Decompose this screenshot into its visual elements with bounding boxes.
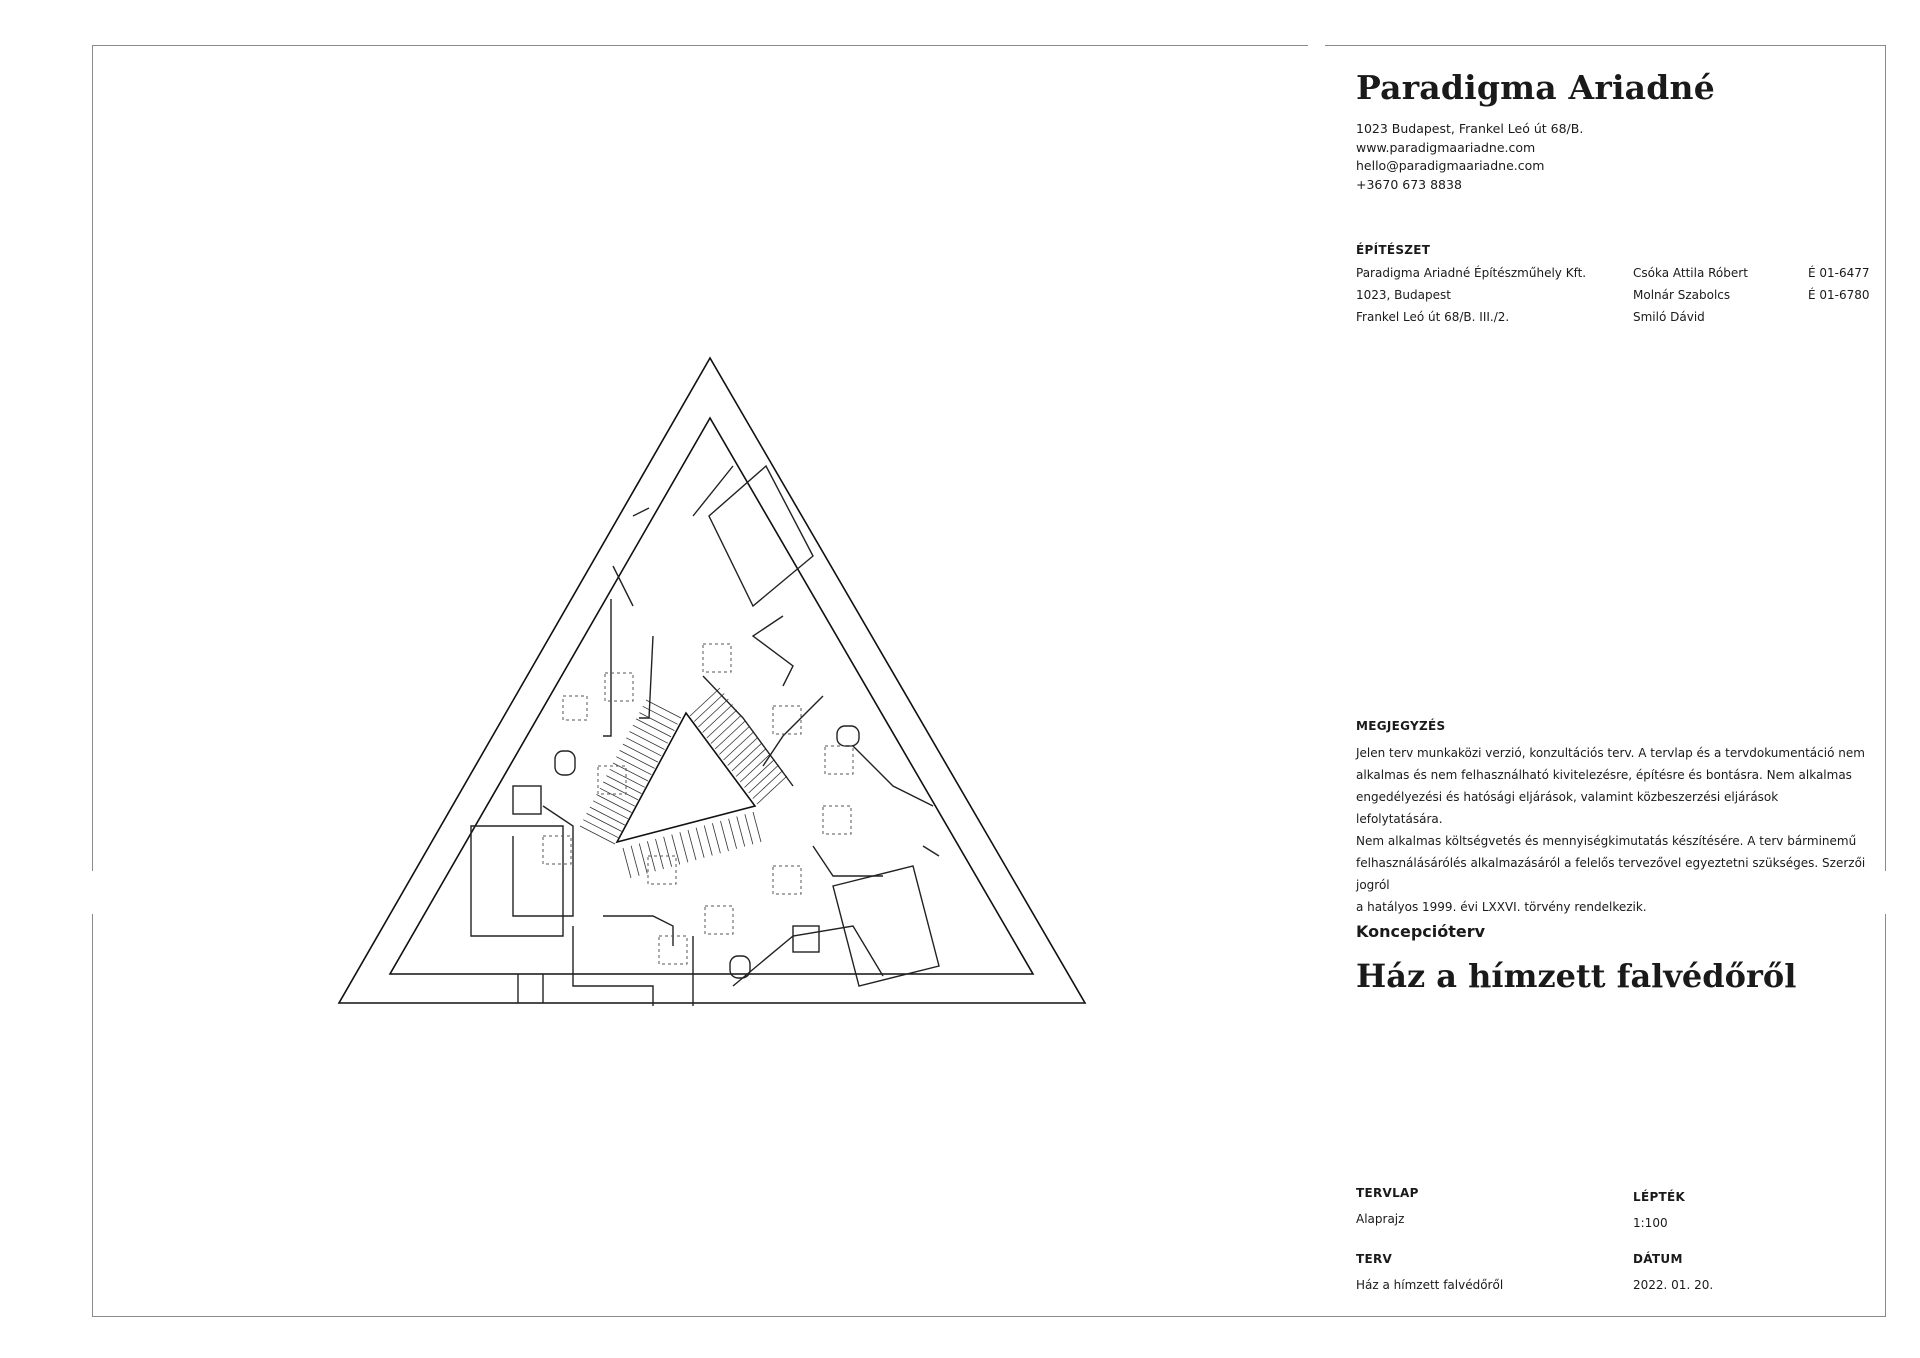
firm-email: hello@paradigmaariadne.com: [1356, 158, 1545, 173]
partition-wall: [573, 926, 653, 1006]
architecture-heading: ÉPÍTÉSZET: [1356, 243, 1431, 257]
note-line: a hatályos 1999. évi LXXVI. törvény rendelkezik.: [1356, 900, 1647, 914]
partition-wall: [613, 566, 633, 606]
stair-tread: [688, 830, 696, 860]
person-name: Csóka Attila Róbert: [1633, 266, 1748, 280]
stair-tread: [603, 782, 638, 800]
project-heading: TERV: [1356, 1252, 1393, 1266]
stair-tread: [587, 813, 622, 831]
firm-contact: [1356, 120, 1583, 194]
stair-tread: [623, 744, 658, 762]
stair-tread: [737, 817, 745, 847]
scale-heading: LÉPTÉK: [1633, 1190, 1686, 1204]
company-line: Frankel Leó út 68/B. III./2.: [1356, 310, 1510, 324]
person-license: É 01-6477: [1808, 266, 1870, 280]
firm-name: Paradigma Ariadné: [1356, 68, 1715, 107]
stair-tread: [664, 837, 672, 867]
toilet: [555, 751, 575, 775]
table: [773, 706, 801, 734]
stair-tread: [639, 844, 647, 874]
note-line: Nem alkalmas költségvetés és mennyiségkimutatás készítésére. A terv bárminemű: [1356, 834, 1857, 848]
stair-tread: [623, 848, 631, 878]
stair-tread: [721, 821, 729, 851]
stair-tread: [600, 788, 635, 806]
stair-tread: [639, 713, 674, 731]
concept-label: Koncepcióterv: [1356, 922, 1486, 941]
note-text: [1356, 742, 1866, 918]
stair-tread: [633, 725, 668, 743]
note-heading: MEGJEGYZÉS: [1356, 719, 1446, 733]
stair-tread: [643, 706, 678, 724]
stair-tread: [712, 823, 720, 853]
stair-core: [617, 713, 755, 842]
company-line: 1023, Budapest: [1356, 288, 1451, 302]
partition-wall: [813, 846, 883, 876]
partition-wall: [603, 599, 611, 736]
person-license: É 01-6780: [1808, 288, 1870, 302]
stair-tread: [680, 832, 688, 862]
stair-tread: [590, 807, 625, 825]
stair-tread: [631, 846, 639, 876]
firm-address: 1023 Budapest, Frankel Leó út 68/B.: [1356, 121, 1584, 136]
bed: [471, 826, 563, 936]
frame-right-lower: [1885, 914, 1886, 1317]
stair-tread: [704, 826, 712, 856]
sheet-heading: TERVLAP: [1356, 1186, 1419, 1200]
sheet-value: Alaprajz: [1356, 1212, 1405, 1226]
note-line: Jelen terv munkaközi verzió, konzultációs terv. A tervlap és a tervdokumentáció nem: [1356, 746, 1865, 760]
company-line: Paradigma Ariadné Építészműhely Kft.: [1356, 266, 1587, 280]
table: [705, 906, 733, 934]
partition-wall: [853, 746, 933, 806]
stair-tread: [745, 814, 753, 844]
table: [605, 673, 633, 701]
toilet: [837, 726, 859, 746]
firm-phone: +3670 673 8838: [1356, 176, 1462, 192]
stair-tread: [630, 732, 665, 750]
partition-wall: [639, 636, 653, 718]
shower: [513, 786, 541, 814]
table: [563, 696, 587, 720]
partition-wall: [703, 676, 793, 786]
stair-tread: [610, 769, 645, 787]
title-block: [1356, 46, 1876, 1316]
frame-right-upper: [1885, 45, 1886, 871]
table: [773, 866, 801, 894]
window: [923, 846, 939, 856]
stair-tread: [696, 828, 704, 858]
stair-tread: [583, 820, 618, 838]
stair-tread: [593, 801, 628, 819]
scale-value: 1:100: [1633, 1216, 1668, 1230]
note-line: alkalmas és nem felhasználható kivitelezésre, építésre és bontásra. Nem alkalmas: [1356, 768, 1852, 782]
floor-plan-svg: [93, 46, 1308, 1316]
stair-tread: [646, 700, 681, 718]
stair-tread: [636, 719, 671, 737]
partition-wall: [753, 616, 793, 686]
table: [825, 746, 853, 774]
partition-wall: [603, 916, 673, 946]
bed: [709, 466, 813, 606]
partition-wall: [733, 926, 883, 986]
stair-tread: [729, 819, 737, 849]
project-title: Ház a hímzett falvédőről: [1356, 957, 1797, 995]
window: [633, 508, 649, 516]
stair-tread: [616, 757, 651, 775]
table: [823, 806, 851, 834]
stair-tread: [656, 839, 664, 869]
table: [703, 644, 731, 672]
date-heading: DÁTUM: [1633, 1252, 1683, 1266]
stair-tread: [753, 812, 761, 842]
stair-tread: [597, 795, 632, 813]
project-value: Ház a hímzett falvédőről: [1356, 1278, 1504, 1292]
note-line: engedélyezési és hatósági eljárások, valamint közbeszerzési eljárások lefolytatására.: [1356, 790, 1779, 826]
frame-bottom: [93, 1316, 1886, 1317]
firm-website: www.paradigmaariadne.com: [1356, 139, 1536, 155]
person-name: Smiló Dávid: [1633, 310, 1705, 324]
date-value: 2022. 01. 20.: [1633, 1278, 1714, 1292]
note-line: felhasználásárólés alkalmazásáról a felelős tervezővel egyeztetni szükséges. Szerzői jogról: [1356, 856, 1866, 892]
floor-plan-drawing: [93, 46, 1308, 1316]
person-name: Molnár Szabolcs: [1633, 288, 1731, 302]
partition-wall: [693, 466, 733, 516]
table: [543, 836, 571, 864]
stair-tread: [626, 738, 661, 756]
stair-tread: [606, 776, 641, 794]
stair-tread: [580, 826, 615, 844]
shower: [793, 926, 819, 952]
